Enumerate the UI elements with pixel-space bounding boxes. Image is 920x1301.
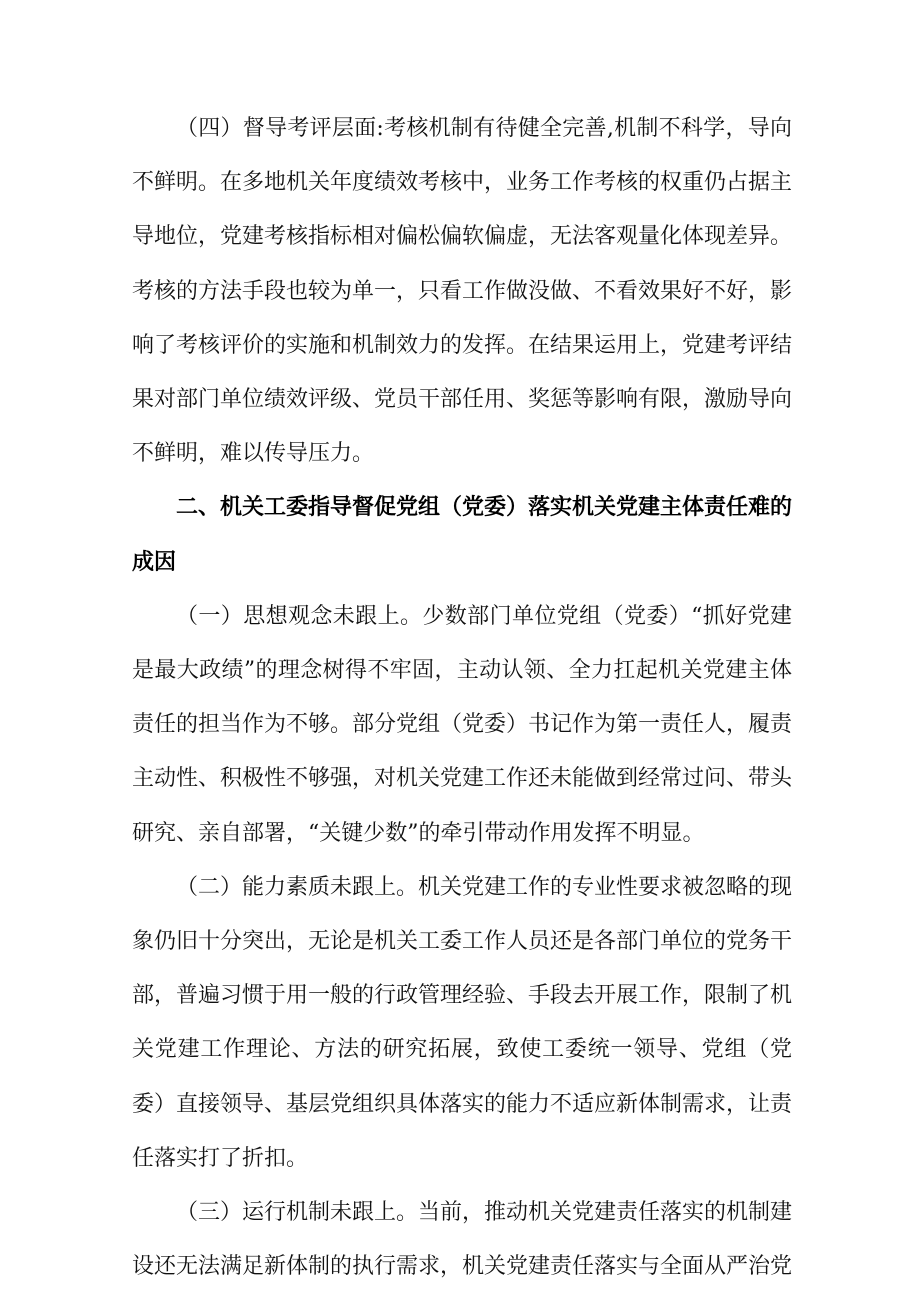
- document-body: [132, 102, 792, 1294]
- paragraph-operating-mechanism: （三）运行机制未跟上。当前，推动机关党建责任落实的机制建设还无法满足新体制的执行需求，机关党建责任落实与全面从严治党: [132, 1200, 793, 1280]
- paragraph-supervision-evaluation: （四）督导考评层面:考核机制有待健全完善,机制不科学，导向不鲜明。在多地机关年度绩效考核中，业务工作考核的权重仍占据主导地位，党建考核指标相对偏松偏软偏虚，无法客观量化体现差异。考核的方法手段也较为单一，只看工作做没做、不看效果好不好，影响了考核评价的实施和机制效力的发挥。在结果运用上，党建考评结果对部门单位绩效评级、党员干部任用、奖惩等影响有限，激励导向不鲜明，难以传导压力。: [132, 116, 793, 467]
- paragraph-ability-quality: （二）能力素质未跟上。机关党建工作的专业性要求被忽略的现象仍旧十分突出，无论是机关工委工作人员还是各部门单位的党务干部，普遍习惯于用一般的行政管理经验、手段去开展工作，限制了机关党建工作理论、方法的研究拓展，致使工委统一领导、党组（党委）直接领导、基层党组织具体落实的能力不适应新体制需求，让责任落实打了折扣。: [132, 874, 793, 1171]
- paragraph-thinking-concept: （一）思想观念未跟上。少数部门单位党组（党委）“抓好党建是最大政绩”的理念树得不牢固，主动认领、全力扛起机关党建主体责任的担当作为不够。部分党组（党委）书记作为第一责任人，履责主动性、积极性不够强，对机关党建工作还未能做到经常过问、带头研究、亲自部署，“关键少数”的牵引带动作用发挥不明显。: [132, 603, 793, 846]
- section-heading-causes: 二、机关工委指导督促党组（党委）落实机关党建主体责任难的成因: [132, 495, 793, 575]
